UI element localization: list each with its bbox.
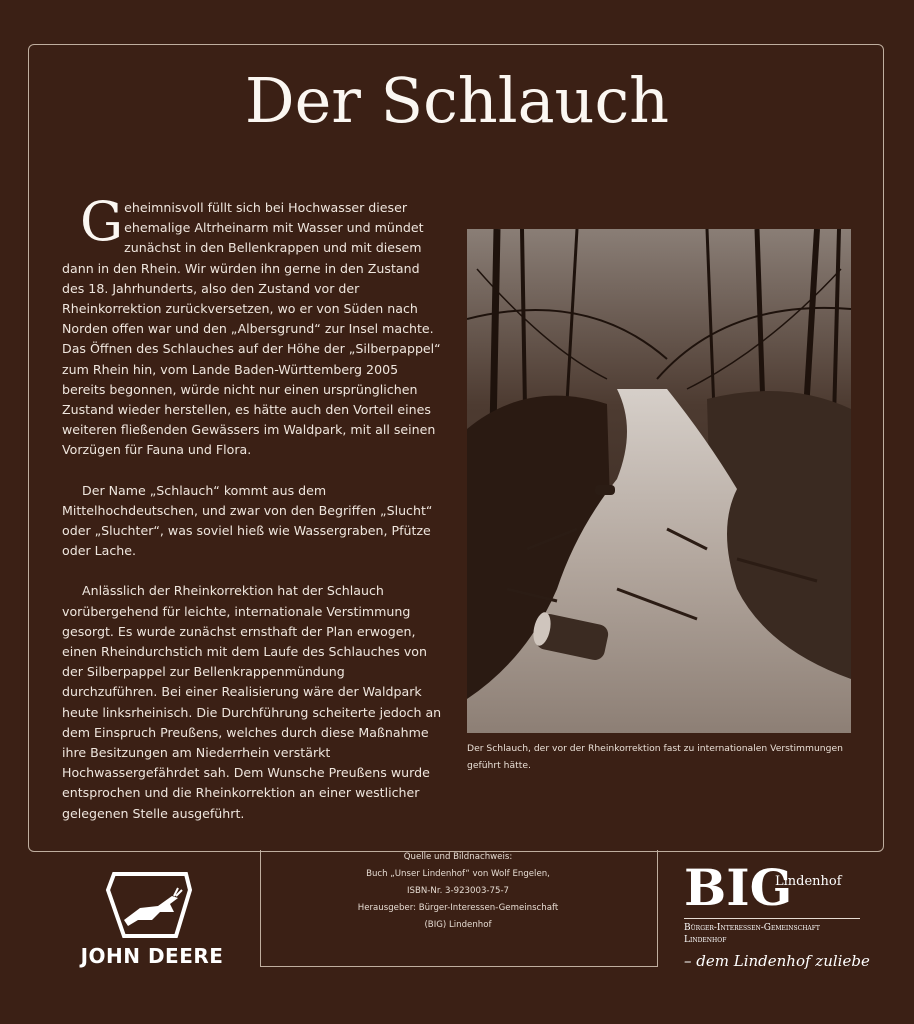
schlauch-photo-image <box>467 229 851 733</box>
big-logo-divider <box>684 918 860 919</box>
credits-line-1: Quelle und Bildnachweis: <box>403 852 513 862</box>
article-paragraph-1 <box>62 190 442 461</box>
credits-line-4: Herausgeber: Bürger-Interessen-Gemeinschaft <box>357 903 559 913</box>
john-deere-wordmark: JOHN DEERE <box>80 944 224 968</box>
big-tagline: – dem Lindenhof zuliebe <box>684 952 870 970</box>
credits-line-5: (BIG) Lindenhof <box>424 920 492 930</box>
big-org-line-2: Lindenhof <box>684 935 727 945</box>
big-organization-name <box>684 922 884 946</box>
credits-line-2: Buch „Unser Lindenhof“ von Wolf Engelen, <box>366 869 550 879</box>
big-logo-lindenhof: Lindenhof <box>775 874 842 889</box>
source-credits <box>260 850 656 934</box>
big-logo-word: BIG <box>684 858 793 917</box>
drop-cap: G <box>80 190 124 253</box>
paragraph-1-text: eheimnisvoll füllt sich bei Hochwasser dieser ehemalige Altrheinarm mit Wasser und mündet zunächst in den Bellenkrappen und mit diesem dann in den Rhein. Wir würden ihn gerne in den Zustand des 18. Jahrhunderts, also den Zustand vor der Rheinkorrektion zurückversetzen, wo er von Süden nach Norden offen war und den „Albersgrund“ zur Insel machte. Das Öffnen des Schlauches auf der Höhe der „Silberpappel“ zum Rhein hin, vom Lande Baden-Württemberg 2005 bereits begonnen, würde nicht nur einen ursprünglichen Zustand wieder herstellen, es hätte auch den Vorteil eines weiteren fließenden Gewässers im Waldpark, mit all seinen Vorzügen für Fauna und Flora. <box>62 200 441 458</box>
article-paragraph-3: Anlässlich der Rheinkorrektion hat der Schlauch vorübergehend für leichte, internationale Verstimmung gesorgt. Es wurde zunächst ernsthaft der Plan erwogen, einen Rheindurchstich mit dem Laufe des Schlauches von der Silberpappel zur Bellenkrappenmündung durchzuführen. Bei einer Realisierung wäre der Waldpark heute linksrheinisch. Die Durchführung scheiterte jedoch an dem Einspruch Preußens, welches durch diese Maßnahme ihre Besitzungen am Niederrhein verstärkt Hochwassergefährdet sah. Dem Wunsche Preußens wurde entsprochen und die Rheinkorrektion an einer westlicher gelegenen Stelle ausgeführt. <box>62 583 442 821</box>
photo-caption: Der Schlauch, der vor der Rheinkorrektion fast zu internationalen Verstimmungen geführt hätte. <box>467 743 843 771</box>
page-title: Der Schlauch <box>244 64 670 137</box>
article-paragraph-2: Der Name „Schlauch“ kommt aus dem Mittelhochdeutschen, und zwar von den Begriffen „Slucht“ oder „Sluchter“, was soviel hieß wie Wassergraben, Pfütze oder Lache. <box>62 482 433 559</box>
big-org-line-1: Bürger-Interessen-Gemeinschaft <box>684 923 820 933</box>
article-body <box>62 190 442 844</box>
schlauch-photo <box>467 229 851 733</box>
credits-line-3: ISBN-Nr. 3-923003-75-7 <box>406 886 510 896</box>
